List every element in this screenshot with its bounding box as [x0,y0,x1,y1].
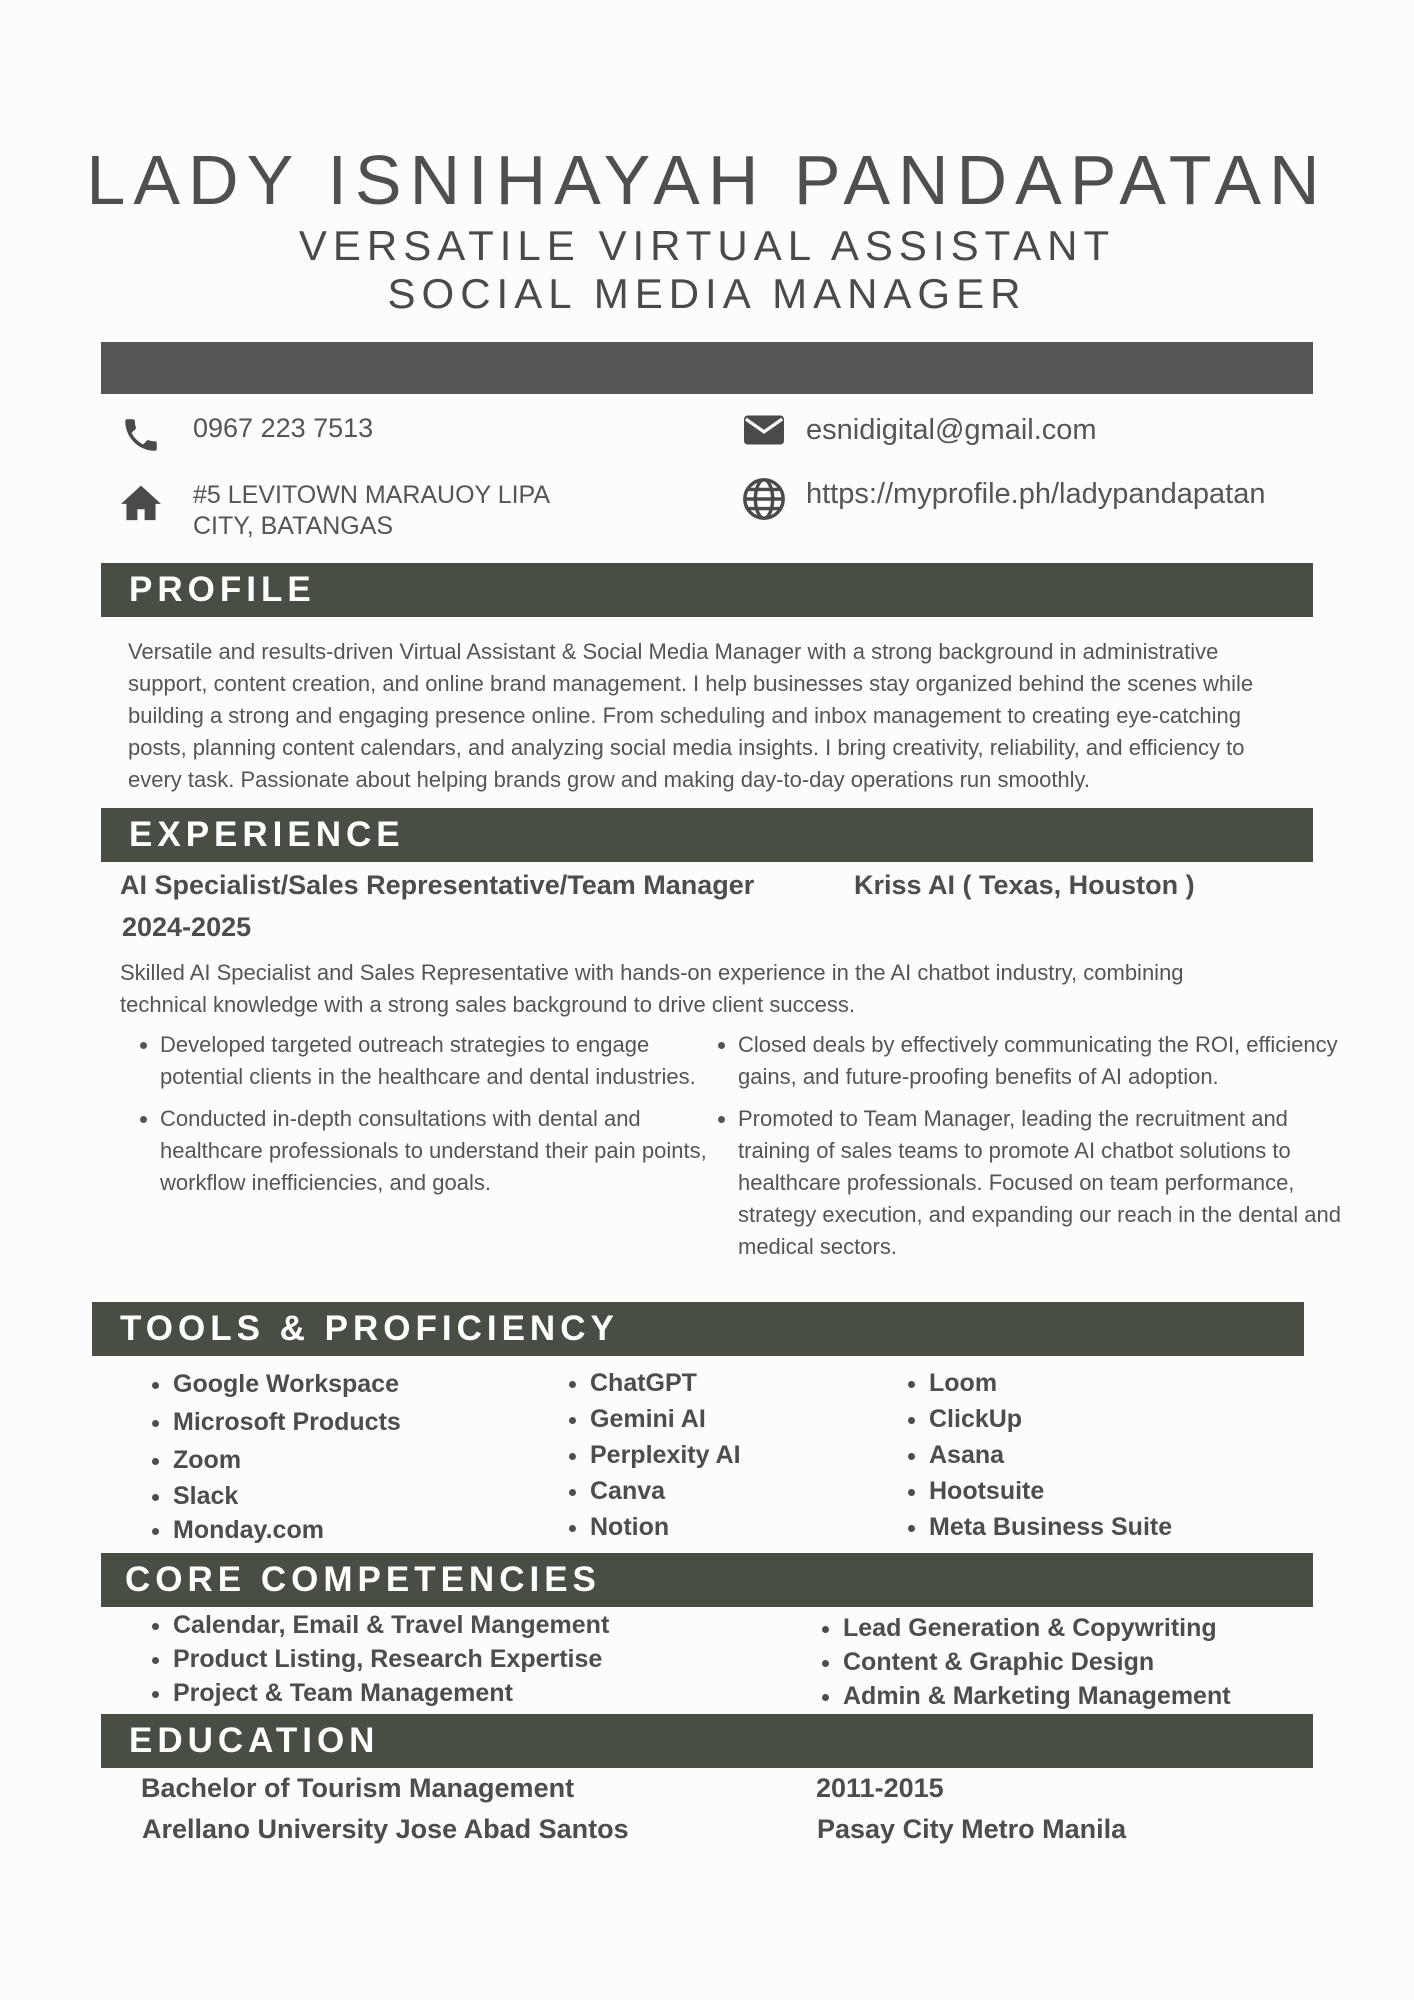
list-item: • ClickUp [929,1401,1309,1437]
profile-line: Versatile and results-driven Virtual Assistant & Social Media Manager with a strong background in administrative [128,639,1219,664]
list-item: • Calendar, Email & Travel Mangement [173,1608,793,1642]
tools-heading: TOOLS & PROFICIENCY [92,1302,1304,1356]
candidate-name: LADY ISNIHAYAH PANDAPATAN [86,141,1328,219]
email-link[interactable]: esnidigital@gmail.com [806,414,1097,446]
mail-icon [742,410,786,450]
list-item: • Admin & Marketing Management [843,1679,1343,1713]
list-item: • Notion [590,1509,890,1545]
job-summary-line: technical knowledge with a strong sales background to drive client success. [120,992,855,1017]
list-item: • Zoom [173,1441,533,1479]
list-item: • Canva [590,1473,890,1509]
competencies-left [135,1608,793,1710]
list-item: • Slack [173,1479,533,1513]
list-item: • Closed deals by effectively communicating the ROI, efficiency gains, and future-proofing benefits of AI adoption. [738,1029,1348,1093]
profile-line: every task. Passionate about helping brands grow and making day-to-day operations run smoothly. [128,767,1091,792]
list-item: • Project & Team Management [173,1676,793,1710]
job-company: Kriss AI ( Texas, Houston ) [854,870,1195,900]
list-item: • Perplexity AI [590,1437,890,1473]
competencies-heading: CORE COMPETENCIES [101,1553,1313,1607]
education-years: 2011-2015 [816,1773,944,1803]
phone-number[interactable]: 0967 223 7513 [193,413,374,443]
list-item: • Lead Generation & Copywriting [843,1611,1343,1645]
job-title-line1: VERSATILE VIRTUAL ASSISTANT [298,222,1116,269]
list-item: • Gemini AI [590,1401,890,1437]
globe-icon [741,476,787,522]
job-summary [120,957,1310,1021]
education-degree: Bachelor of Tourism Management [141,1773,575,1803]
list-item: • Product Listing, Research Expertise [173,1642,793,1676]
experience-bullets-left [120,1029,720,1209]
list-item: • Microsoft Products [173,1403,533,1441]
education-school: Arellano University Jose Abad Santos [142,1814,629,1844]
job-summary-line: Skilled AI Specialist and Sales Representative with hands-on experience in the AI chatbot industry, combining [120,960,1184,985]
list-item: • Monday.com [173,1513,533,1547]
list-item: • Conducted in-depth consultations with dental and healthcare professionals to understand their pain points, workflow inefficiencies, and goals. [160,1103,720,1199]
list-item: • Developed targeted outreach strategies to engage potential clients in the healthcare and dental industries. [160,1029,720,1093]
tools-col3 [891,1365,1309,1545]
list-item: • Content & Graphic Design [843,1645,1343,1679]
education-heading: EDUCATION [101,1714,1313,1768]
competencies-right [805,1611,1343,1713]
profile-line: support, content creation, and online brand management. I help businesses stay organized behind the scenes while [128,671,1254,696]
home-icon [119,482,163,522]
list-item: • Hootsuite [929,1473,1309,1509]
list-item: • Promoted to Team Manager, leading the recruitment and training of sales teams to promote AI chatbot solutions to healthcare professionals. Focused on team performance, strategy execution, and expanding our reach in the dental and medical sectors. [738,1103,1348,1263]
phone-icon [120,414,162,456]
tools-col1 [135,1365,533,1547]
list-item: • Meta Business Suite [929,1509,1309,1545]
list-item: • Asana [929,1437,1309,1473]
profile-line: building a strong and engaging presence online. From scheduling and inbox management to creating eye-catching [128,703,1241,728]
profile-heading: PROFILE [101,563,1313,617]
job-role: AI Specialist/Sales Representative/Team Manager [120,870,755,900]
address-line1: #5 LEVITOWN MARAUOY LIPA [193,481,551,509]
experience-bullets-right [698,1029,1348,1273]
list-item: • ChatGPT [590,1365,890,1401]
website-link[interactable]: https://myprofile.ph/ladypandapatan [806,478,1266,510]
contact-bar [101,342,1313,394]
list-item: • Google Workspace [173,1365,533,1403]
tools-col2 [552,1365,890,1545]
job-years: 2024-2025 [122,912,252,942]
profile-text [128,636,1308,796]
job-title-line2: SOCIAL MEDIA MANAGER [387,270,1027,317]
education-location: Pasay City Metro Manila [817,1814,1127,1844]
experience-heading: EXPERIENCE [101,808,1313,862]
list-item: • Loom [929,1365,1309,1401]
address-line2: CITY, BATANGAS [193,512,394,540]
profile-line: posts, planning content calendars, and analyzing social media insights. I bring creativity, reliability, and efficiency to [128,735,1245,760]
